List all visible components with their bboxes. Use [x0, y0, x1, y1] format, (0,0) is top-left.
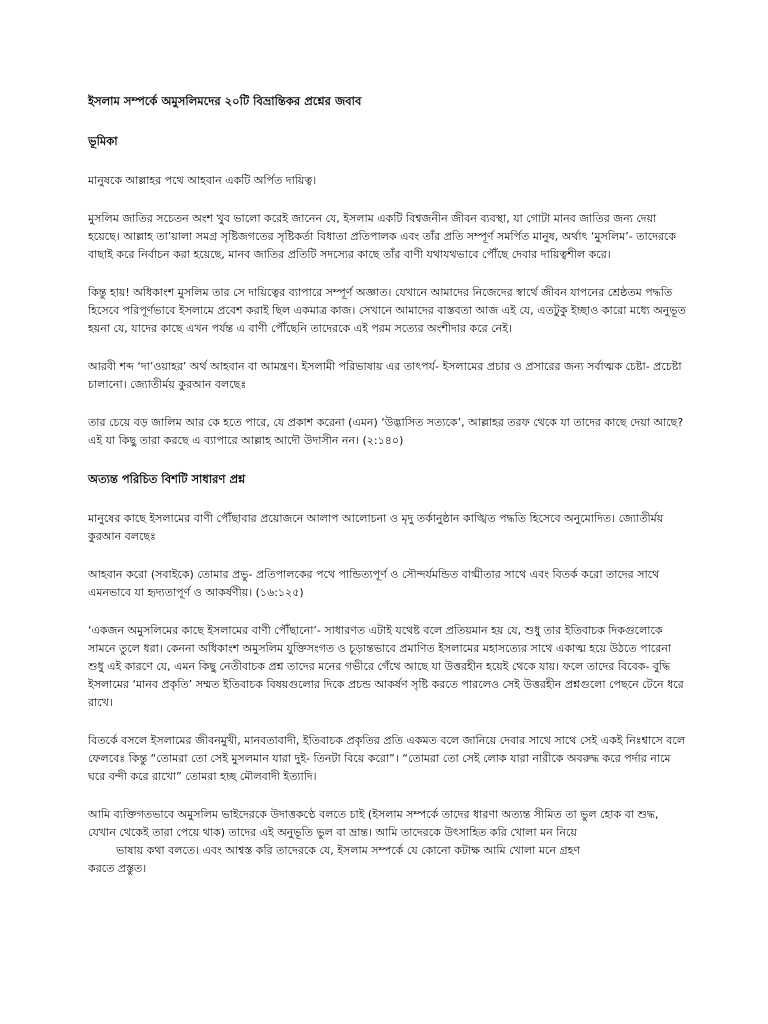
paragraph-10-part-a: আমি ব্যক্তিগতভাবে অমুসলিম ভাইদেরকে উদাত্তকণ্ঠে বলতে চাই (ইসলাম সম্পর্কে তাদের ধারণা অত্যন্ত সীমিত তা ভুল হোক বা শুদ্ধ, যেখান থেকেই তারা পেয়ে থাক) তাদের এই অনুভূতি ভুল বা ভ্রান্ত। আমি তাদেরকে উৎসাহিত করি খোলা মন নিয়ে — [88, 808, 659, 839]
document-title: ইসলাম সম্পর্কে অমুসলিমদের ২০টি বিভ্রান্তিকর প্রশ্নের জবাব — [88, 94, 362, 108]
paragraph-3: কিন্তু হায়! অধিকাংশ মুসলিম তার সে দায়িত্বের ব্যাপারে সম্পূর্ণ অজ্ঞাত। যেখানে আমাদের নিজেদের স্বার্থে জীবন যাপনের শ্রেষ্ঠতম পদ্ধতি হিসেবে পরিপূর্ণভাবে ইসলামে প্রবেশ করাই ছিল একমাত্র কাজ। সেখানে আমাদের বাস্তবতা আজ এই যে, এতটুকু ইচ্ছাও কারো মধ্যে অনুভূত হয়না যে, যাদের কাছে এখন পর্যন্ত এ বাণী পৌঁছেনি তাদেরকে এই পরম সত্যের অংশীদার করে নেই। — [88, 286, 686, 335]
paragraph-5: তার চেয়ে বড় জালিম আর কে হতে পারে, যে প্রকাশ করেনা (এমন) ‘উদ্ভাসিত সত্যকে’, আল্লাহর তরফ থেকে যা তাদের কাছে দেয়া আছে? এই যা কিছু তারা করছে এ ব্যাপারে আল্লাহ আদৌ উদাসীন নন। (২:১৪০) — [88, 416, 684, 447]
paragraph-7: আহবান করো (সবাইকে) তোমার প্রভু- প্রতিপালকের পথে পান্ডিত্যপূর্ণ ও সৌন্দর্যমন্ডিত বাগ্মীতার সাথে এবং বিতর্ক করো তাদের সাথে এমনভাবে যা হৃদ্যতাপূর্ণ ও আকর্ষণীয়। (১৬:১২৫) — [88, 568, 660, 599]
paragraph-10-part-b: ভাষায় কথা বলতে। এবং আশ্বস্ত করি তাদেরকে যে, ইসলাম সম্পর্কে যে কোনো কটাক্ষ আমি খোলা মনে গ্রহণ — [116, 844, 581, 857]
document-page — [88, 92, 688, 898]
section-heading-introduction: ভূমিকা — [88, 134, 118, 148]
paragraph-6: মানুষের কাছে ইসলামের বাণী পৌঁছাবার প্রয়োজনে আলাপ আলোচনা ও মৃদু তর্কানুষ্ঠান কাঙ্খিত পদ্ধতি হিসেবে অনুমোদিত। জ্যোতীর্ময় কুরআন বলছেঃ — [88, 512, 664, 543]
paragraph-8: ‘একজন অমুসলিমের কাছে ইসলামের বাণী পৌঁছানো’- সাধারণত এটাই যথেষ্ট বলে প্রতিয়মান হয় যে, শুধু তার ইতিবাচক দিকগুলোকে সামনে তুলে ধরা। কেননা অধিকাংশ অমুসলিম যুক্তিসংগত ও চূড়ান্তভাবে প্রমাণিত ইসলামের মহাসত্যের সাথে একাত্ম হয়ে উঠতে পারেনা শুধু এই কারণে যে, এমন কিছু নেতীবাচক প্রশ্ন তাদের মনের গভীরে গেঁথে আছে যা উত্তরহীন হয়েই থেকে যায়। ফলে তাদের বিবেক- বুদ্ধি ইসলামের ‘মানব প্রকৃতি’ সম্মত ইতিবাচক বিষয়গুলোর দিকে প্রচন্ড আকর্ষণ সৃষ্টি করতে পারলেও সেই উত্তরহীন প্রশ্নগুলো পেছনে টেনে ধরে রাখে। — [88, 624, 684, 709]
paragraph-4: আরবী শব্দ ‘দা’ওয়াহর’ অর্থ আহবান বা আমন্ত্রণ। ইসলামী পরিভাষায় এর তাৎপর্য- ইসলামের প্রচার ও প্রসারের জন্য সর্বাত্মক চেষ্টা- প্রচেষ্টা চালানো। জ্যোতীর্ময় কুরআন বলছেঃ — [88, 360, 682, 391]
paragraph-9: বিতর্কে বসলে ইসলামের জীবনমুখী, মানবতাবাদী, ইতিবাচক প্রকৃতির প্রতি একমত বলে জানিয়ে দেবার সাথে সাথে সেই একই নিঃশ্বাসে বলে ফেলবেঃ কিন্তু “তোমরা তো সেই মুসলমান যারা দুই- তিনটা বিয়ে করো”। “তোমরা তো সেই লোক যারা নারীকে অবরুদ্ধ করে পর্দার নামে ঘরে বন্দী করে রাখো” তোমরা হচ্ছ মৌলবাদী ইত্যাদি। — [88, 734, 686, 783]
section-heading-questions: অত্যন্ত পরিচিত বিশটি সাধারণ প্রশ্ন — [88, 472, 246, 486]
paragraph-2: মুসলিম জাতির সচেতন অংশ খুব ভালো করেই জানেন যে, ইসলাম একটি বিশ্বজনীন জীবন ব্যবস্থা, যা গোটা মানব জাতির জন্য দেয়া হয়েছে। আল্লাহ তা’য়ালা সমগ্র সৃষ্টিজগতের সৃষ্টিকর্তা বিধাতা প্রতিপালক এবং তাঁর প্রতি সম্পূর্ণ সমর্পিত মানুষ, অর্থাৎ ‘মুসলিম’- তাদেরকে বাছাই করে নির্বাচন করা হয়েছে, মানব জাতির প্রতিটি সদস্যের কাছে তাঁর বাণী যথাযথভাবে পৌঁছে দেবার দায়িত্বশীল করে। — [88, 212, 677, 261]
paragraph-10-part-c: করতে প্রস্তুত। — [88, 862, 147, 875]
paragraph-10 — [88, 806, 688, 878]
paragraph-1: মানুষকে আল্লাহর পথে আহবান একটি অর্পিত দায়িত্ব। — [88, 174, 317, 187]
